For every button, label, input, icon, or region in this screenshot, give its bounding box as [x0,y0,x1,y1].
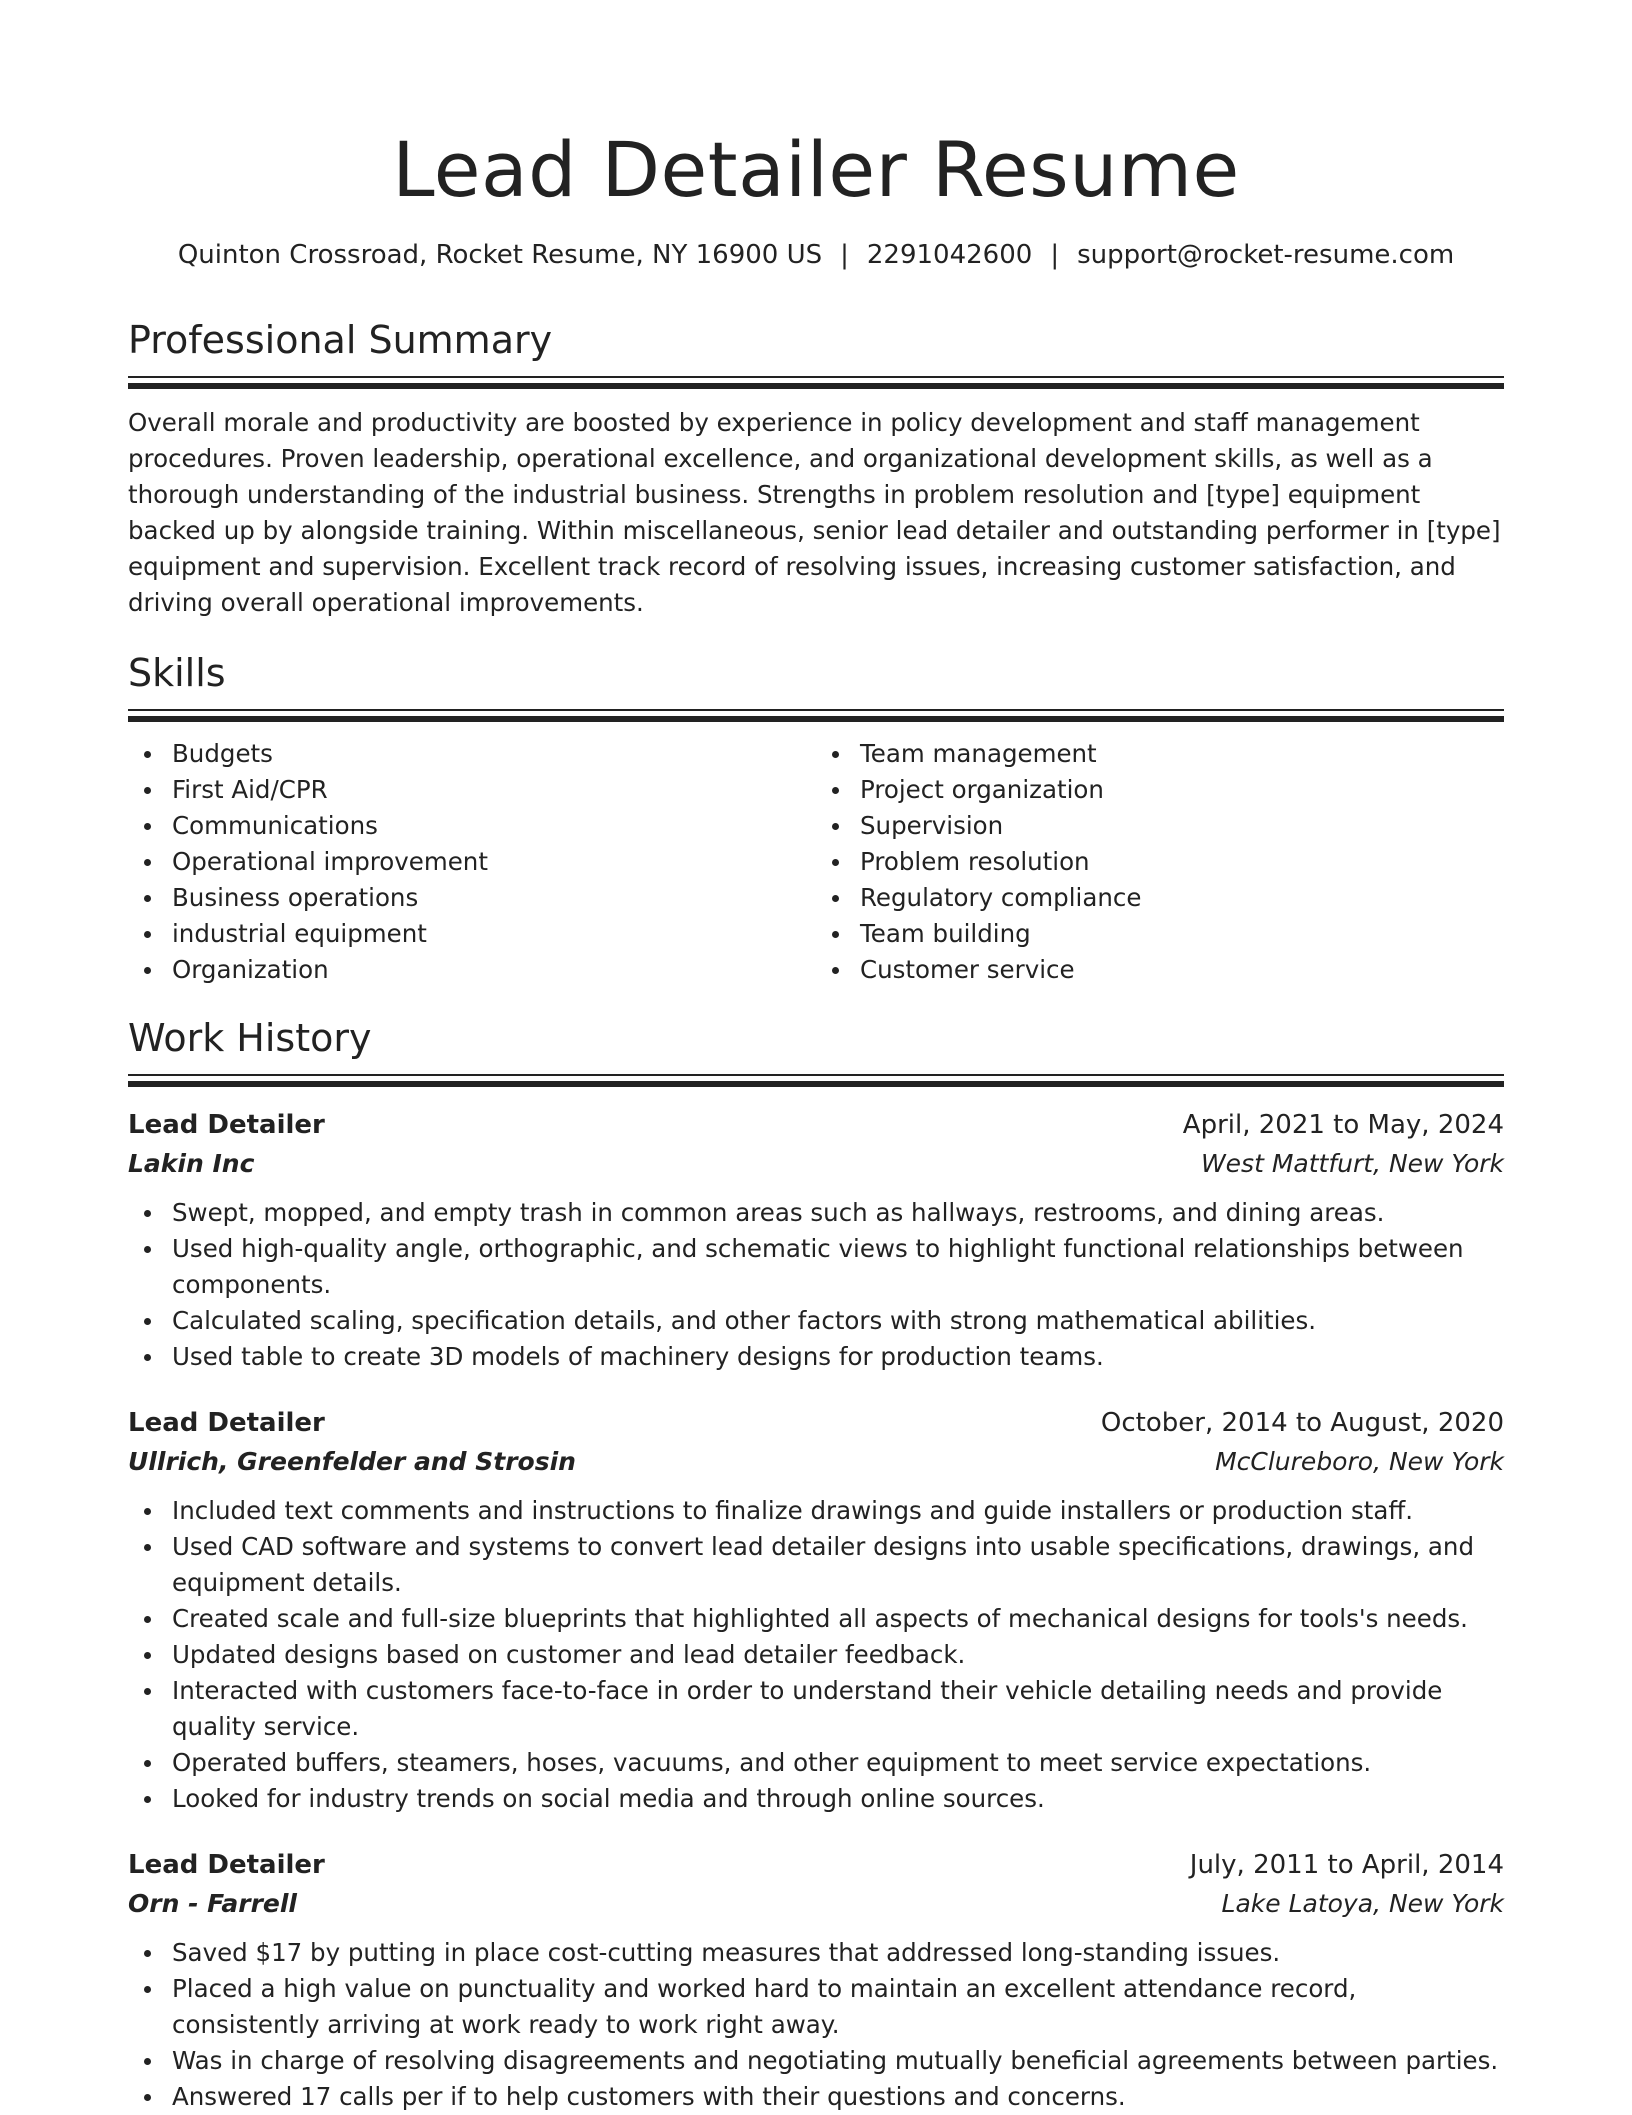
job-dates: April, 2021 to May, 2024 [1182,1110,1504,1140]
work-history-section [128,1014,1504,2115]
contact-separator: | [840,240,849,270]
job-entry [128,1403,1504,1817]
summary-section [128,316,1504,621]
job-location: Lake Latoya, New York [1221,1889,1504,1918]
section-heading-summary: Professional Summary [128,318,553,362]
job-title: Lead Detailer [128,1850,325,1880]
job-bullet: Updated designs based on customer and lead detailer feedback. [172,1637,1504,1673]
skill-item: Team building [860,916,1504,952]
job-bullets [128,1195,1504,1375]
job-entry [128,1845,1504,2115]
job-company: Ullrich, Greenfelder and Strosin [128,1447,576,1476]
job-bullet: Created scale and full-size blueprints that highlighted all aspects of mechanical designs for tools's needs. [172,1601,1504,1637]
job-header-row [128,1105,1504,1145]
job-bullet: Used high-quality angle, orthographic, and schematic views to highlight functional relationships between components. [172,1231,1504,1303]
skill-item: Customer service [860,952,1504,988]
section-divider [128,709,1504,722]
resume-title: Lead Detailer Resume [392,125,1240,214]
job-company-row [128,1443,1504,1481]
job-company-row [128,1145,1504,1183]
section-heading-work-history: Work History [128,1016,372,1060]
skill-item: Communications [172,808,816,844]
job-location: West Mattfurt, New York [1200,1149,1504,1178]
job-bullet: Operated buffers, steamers, hoses, vacuums, and other equipment to meet service expectations. [172,1745,1504,1781]
section-divider [128,376,1504,389]
skill-item: Project organization [860,772,1504,808]
job-title: Lead Detailer [128,1408,325,1438]
job-bullet: Calculated scaling, specification details, and other factors with strong mathematical abilities. [172,1303,1504,1339]
job-bullet: Used CAD software and systems to convert lead detailer designs into usable specifications, drawings, and equipment details. [172,1529,1504,1601]
skill-item: First Aid/CPR [172,772,816,808]
job-company-row [128,1885,1504,1923]
job-header-row [128,1845,1504,1885]
job-entry [128,1105,1504,1375]
section-heading-skills: Skills [128,651,226,695]
job-location: McClureboro, New York [1215,1447,1504,1476]
skill-item: Regulatory compliance [860,880,1504,916]
job-header-row [128,1403,1504,1443]
skills-section [128,649,1504,988]
skills-column-right [816,736,1504,988]
job-title: Lead Detailer [128,1110,325,1140]
job-bullet: Included text comments and instructions to finalize drawings and guide installers or production staff. [172,1493,1504,1529]
job-bullet: Saved $17 by putting in place cost-cutting measures that addressed long-standing issues. [172,1935,1504,1971]
job-bullet: Was in charge of resolving disagreements and negotiating mutually beneficial agreements between parties. [172,2043,1504,2079]
contact-phone: 2291042600 [866,240,1033,270]
job-company: Lakin Inc [128,1149,255,1178]
job-dates: July, 2011 to April, 2014 [1189,1850,1504,1880]
skill-item: Business operations [172,880,816,916]
job-bullet: Interacted with customers face-to-face in order to understand their vehicle detailing needs and provide quality service. [172,1673,1504,1745]
job-bullet: Swept, mopped, and empty trash in common areas such as hallways, restrooms, and dining areas. [172,1195,1504,1231]
job-bullets [128,1493,1504,1817]
job-dates: October, 2014 to August, 2020 [1100,1408,1504,1438]
skills-grid [128,736,1504,988]
contact-line [128,238,1504,272]
skill-item: Team management [860,736,1504,772]
skill-item: Budgets [172,736,816,772]
skill-item: Operational improvement [172,844,816,880]
job-bullet: Used table to create 3D models of machinery designs for production teams. [172,1339,1504,1375]
skill-item: Problem resolution [860,844,1504,880]
summary-text: Overall morale and productivity are boosted by experience in policy development and staff management procedures. Proven leadership, operational excellence, and organizational development skills, as well as a thorough understanding of the industrial business. Strengths in problem resolution and [type] equipment backed up by alongside training. Within miscellaneous, senior lead detailer and outstanding performer in [type] equipment and supervision. Excellent track record of resolving issues, increasing customer satisfaction, and driving overall operational improvements. [128,408,1501,617]
resume-page [128,0,1504,2115]
job-bullet: Answered 17 calls per if to help customers with their questions and concerns. [172,2079,1504,2115]
section-divider [128,1074,1504,1087]
job-bullet: Placed a high value on punctuality and worked hard to maintain an excellent attendance record, consistently arriving at work ready to work right away. [172,1971,1504,2043]
contact-email: support@rocket-resume.com [1077,240,1455,270]
contact-address: Quinton Crossroad, Rocket Resume, NY 16900 US [177,240,823,270]
job-company: Orn - Farrell [128,1889,297,1918]
contact-separator: | [1050,240,1060,270]
skill-item: Organization [172,952,816,988]
skill-item: industrial equipment [172,916,816,952]
job-bullets [128,1935,1504,2115]
skill-item: Supervision [860,808,1504,844]
job-bullet: Looked for industry trends on social media and through online sources. [172,1781,1504,1817]
skills-column-left [128,736,816,988]
